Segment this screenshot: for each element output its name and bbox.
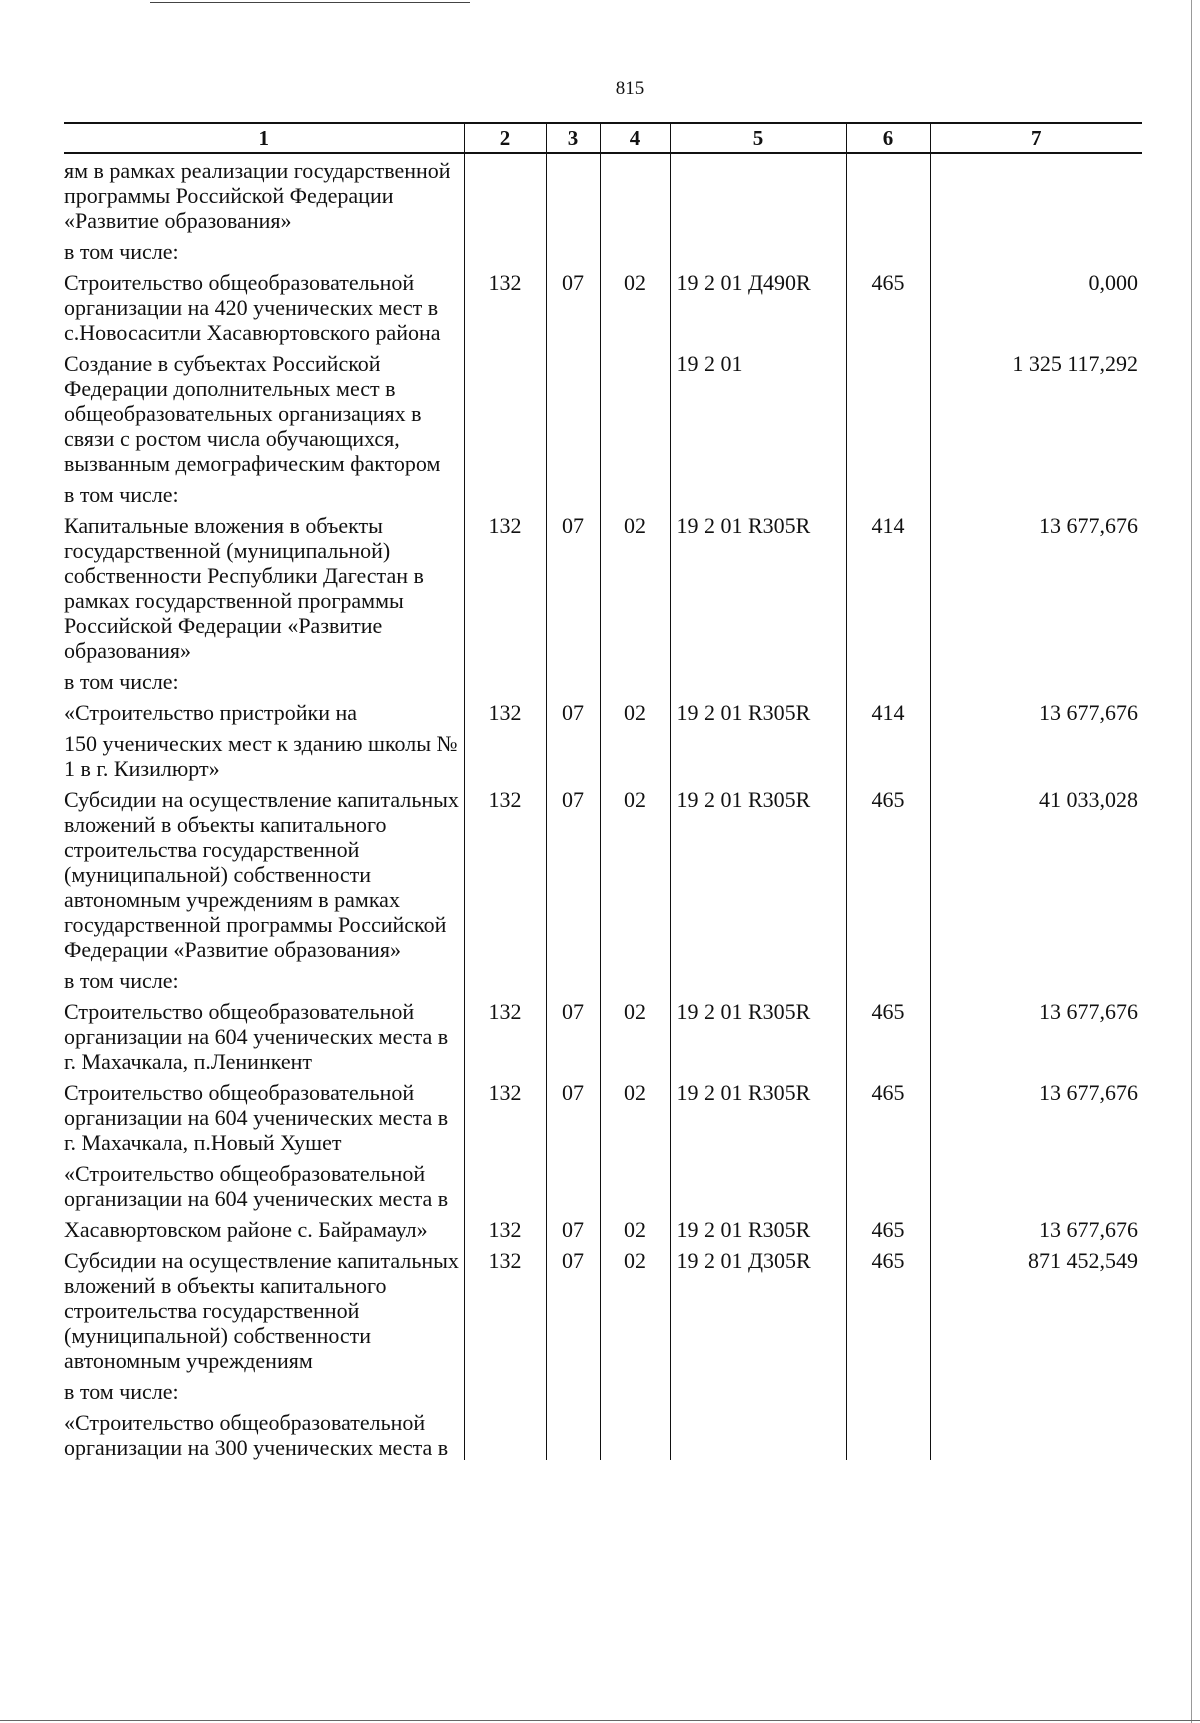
row-c6 <box>846 153 930 233</box>
row-c5: 19 2 01 R305R <box>670 993 846 1074</box>
header-row <box>64 123 1142 153</box>
row-c5 <box>670 233 846 264</box>
row-c7 <box>930 153 1142 233</box>
row-c2: 132 <box>464 507 546 663</box>
row-name: «Строительство общеобразовательной организации на 604 ученических места в <box>64 1155 464 1211</box>
row-name: Капитальные вложения в объекты государственной (муниципальной) собственности Республики Дагестан в рамках государственной программы Российской Федерации «Развитие образования» <box>64 507 464 663</box>
row-c7: 13 677,676 <box>930 1074 1142 1155</box>
row-c7 <box>930 663 1142 694</box>
row-name: в том числе: <box>64 962 464 993</box>
row-c5 <box>670 1155 846 1211</box>
row-c6 <box>846 1404 930 1460</box>
row-c4: 02 <box>600 507 670 663</box>
table-row <box>64 1242 1142 1373</box>
row-c3: 07 <box>546 1242 600 1373</box>
row-name: в том числе: <box>64 476 464 507</box>
row-c2: 132 <box>464 264 546 345</box>
header-col-3: 3 <box>546 123 600 153</box>
row-c4: 02 <box>600 264 670 345</box>
row-c6: 414 <box>846 507 930 663</box>
row-c2 <box>464 153 546 233</box>
header-col-5: 5 <box>670 123 846 153</box>
table-row <box>64 962 1142 993</box>
row-c2: 132 <box>464 781 546 962</box>
table-row <box>64 233 1142 264</box>
row-c5 <box>670 725 846 781</box>
header-col-1: 1 <box>64 123 464 153</box>
scan-top-rule <box>150 2 470 3</box>
row-c2 <box>464 233 546 264</box>
row-c7: 13 677,676 <box>930 1211 1142 1242</box>
header-col-2: 2 <box>464 123 546 153</box>
row-c2 <box>464 476 546 507</box>
row-c7: 13 677,676 <box>930 694 1142 725</box>
table-row <box>64 1211 1142 1242</box>
table-row <box>64 1074 1142 1155</box>
row-c2 <box>464 1155 546 1211</box>
row-name: Строительство общеобразовательной организации на 420 ученических мест в с.Новосаситли Хасавюртовского района <box>64 264 464 345</box>
row-name: ям в рамках реализации государственной программы Российской Федерации «Развитие образования» <box>64 153 464 233</box>
row-c2: 132 <box>464 1074 546 1155</box>
row-c7: 13 677,676 <box>930 507 1142 663</box>
row-c3: 07 <box>546 781 600 962</box>
row-c7: 1 325 117,292 <box>930 345 1142 476</box>
row-c5 <box>670 1373 846 1404</box>
row-name: Субсидии на осуществление капитальных вложений в объекты капитального строительства государственной (муниципальной) собственности автономным учреждениям в рамках государственной программы Российской Федерации «Развитие образования» <box>64 781 464 962</box>
row-c6: 465 <box>846 264 930 345</box>
row-c6 <box>846 345 930 476</box>
row-c6 <box>846 233 930 264</box>
table-row <box>64 264 1142 345</box>
row-name: Строительство общеобразовательной организации на 604 ученических места в г. Махачкала, п.Ленинкент <box>64 993 464 1074</box>
row-c6 <box>846 476 930 507</box>
page-number: 815 <box>615 78 645 99</box>
row-name: Субсидии на осуществление капитальных вложений в объекты капитального строительства государственной (муниципальной) собственности автономным учреждениям <box>64 1242 464 1373</box>
header-col-4: 4 <box>600 123 670 153</box>
row-c4: 02 <box>600 781 670 962</box>
table-row <box>64 1373 1142 1404</box>
row-c4 <box>600 1155 670 1211</box>
row-c2 <box>464 663 546 694</box>
row-c7: 41 033,028 <box>930 781 1142 962</box>
row-c6: 465 <box>846 1211 930 1242</box>
table-row <box>64 663 1142 694</box>
row-c3 <box>546 153 600 233</box>
row-name: в том числе: <box>64 233 464 264</box>
row-c3 <box>546 725 600 781</box>
table-row <box>64 507 1142 663</box>
row-c7 <box>930 233 1142 264</box>
row-c5: 19 2 01 R305R <box>670 1211 846 1242</box>
header-col-7: 7 <box>930 123 1142 153</box>
row-c2 <box>464 345 546 476</box>
table-row <box>64 1155 1142 1211</box>
row-c4 <box>600 962 670 993</box>
header-col-6: 6 <box>846 123 930 153</box>
row-c4: 02 <box>600 1242 670 1373</box>
row-name: 150 ученических мест к зданию школы № 1 в г. Кизилюрт» <box>64 725 464 781</box>
row-c6: 414 <box>846 694 930 725</box>
row-c4 <box>600 233 670 264</box>
table-row <box>64 1404 1142 1460</box>
row-c2: 132 <box>464 1211 546 1242</box>
row-c7 <box>930 1404 1142 1460</box>
row-c6 <box>846 962 930 993</box>
row-c6 <box>846 663 930 694</box>
row-c4 <box>600 725 670 781</box>
row-c5 <box>670 153 846 233</box>
table-row <box>64 993 1142 1074</box>
table-row <box>64 694 1142 725</box>
row-name: Создание в субъектах Российской Федерации дополнительных мест в общеобразовательных организациях в связи с ростом числа обучающихся, вызванным демографическим фактором <box>64 345 464 476</box>
row-c6: 465 <box>846 781 930 962</box>
row-c5 <box>670 1404 846 1460</box>
table-row <box>64 153 1142 233</box>
row-name: в том числе: <box>64 1373 464 1404</box>
row-c6 <box>846 1373 930 1404</box>
row-c3: 07 <box>546 264 600 345</box>
row-c2 <box>464 725 546 781</box>
row-c4 <box>600 1404 670 1460</box>
row-c7 <box>930 1155 1142 1211</box>
row-c3 <box>546 1404 600 1460</box>
row-c7 <box>930 725 1142 781</box>
row-name: «Строительство общеобразовательной организации на 300 ученических места в <box>64 1404 464 1460</box>
scan-bottom-rule <box>0 1720 1200 1721</box>
row-c7 <box>930 962 1142 993</box>
row-c4: 02 <box>600 1211 670 1242</box>
row-c6: 465 <box>846 1242 930 1373</box>
row-c4 <box>600 476 670 507</box>
table-row <box>64 725 1142 781</box>
row-c7: 0,000 <box>930 264 1142 345</box>
row-c2 <box>464 1373 546 1404</box>
row-c3 <box>546 476 600 507</box>
row-c2: 132 <box>464 694 546 725</box>
row-c4: 02 <box>600 993 670 1074</box>
table-row <box>64 345 1142 476</box>
row-c3: 07 <box>546 694 600 725</box>
row-c3: 07 <box>546 993 600 1074</box>
row-c3 <box>546 962 600 993</box>
row-c7 <box>930 1373 1142 1404</box>
row-c5 <box>670 476 846 507</box>
row-c5 <box>670 962 846 993</box>
row-c4 <box>600 1373 670 1404</box>
table-row <box>64 476 1142 507</box>
row-c7: 13 677,676 <box>930 993 1142 1074</box>
row-c5: 19 2 01 <box>670 345 846 476</box>
row-name: в том числе: <box>64 663 464 694</box>
scan-right-edge <box>1191 0 1192 1723</box>
row-name: «Строительство пристройки на <box>64 694 464 725</box>
table-row <box>64 781 1142 962</box>
row-c3: 07 <box>546 1074 600 1155</box>
row-c4: 02 <box>600 694 670 725</box>
row-c6 <box>846 725 930 781</box>
row-c3 <box>546 663 600 694</box>
row-c5 <box>670 663 846 694</box>
row-c2 <box>464 962 546 993</box>
row-c4: 02 <box>600 1074 670 1155</box>
row-c7: 871 452,549 <box>930 1242 1142 1373</box>
row-c5: 19 2 01 R305R <box>670 507 846 663</box>
row-c4 <box>600 345 670 476</box>
row-c7 <box>930 476 1142 507</box>
row-c4 <box>600 153 670 233</box>
row-name: Хасавюртовском районе с. Байрамаул» <box>64 1211 464 1242</box>
row-c5: 19 2 01 R305R <box>670 1074 846 1155</box>
row-c4 <box>600 663 670 694</box>
row-c5: 19 2 01 R305R <box>670 781 846 962</box>
row-c6 <box>846 1155 930 1211</box>
row-c2: 132 <box>464 1242 546 1373</box>
row-c5: 19 2 01 Д305R <box>670 1242 846 1373</box>
row-c3: 07 <box>546 1211 600 1242</box>
row-c6: 465 <box>846 993 930 1074</box>
row-c3: 07 <box>546 507 600 663</box>
row-name: Строительство общеобразовательной организации на 604 ученических места в г. Махачкала, п.Новый Хушет <box>64 1074 464 1155</box>
budget-table <box>64 122 1142 1460</box>
row-c6: 465 <box>846 1074 930 1155</box>
row-c5: 19 2 01 Д490R <box>670 264 846 345</box>
row-c2: 132 <box>464 993 546 1074</box>
row-c3 <box>546 233 600 264</box>
row-c5: 19 2 01 R305R <box>670 694 846 725</box>
row-c3 <box>546 1155 600 1211</box>
row-c3 <box>546 1373 600 1404</box>
row-c2 <box>464 1404 546 1460</box>
row-c3 <box>546 345 600 476</box>
